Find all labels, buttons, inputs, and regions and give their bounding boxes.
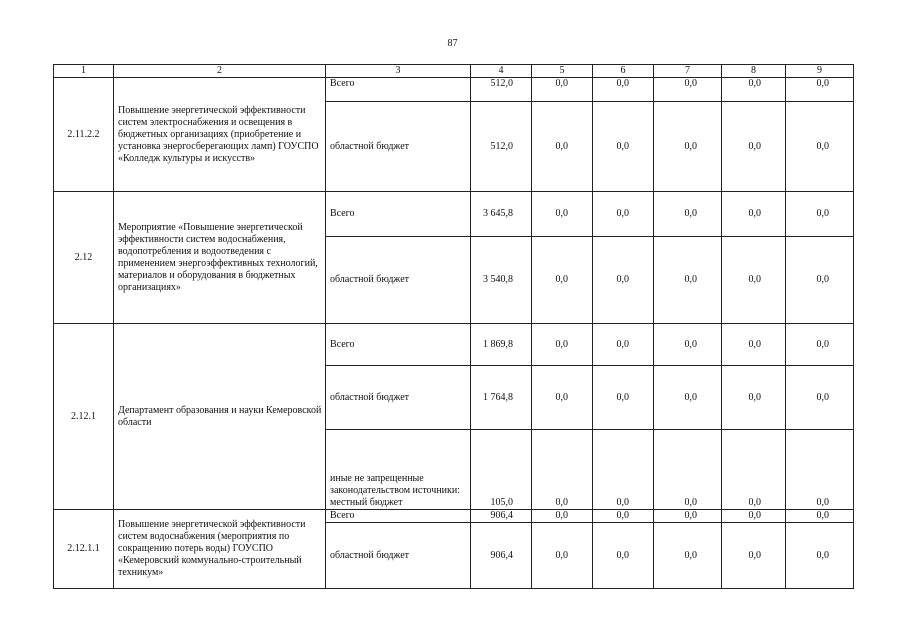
value-cell: 0,0 (532, 237, 593, 324)
source-cell: иные не запрещенные законодательством источники: местный бюджет (326, 430, 471, 510)
value-cell: 0,0 (786, 523, 854, 589)
value-cell: 0,0 (654, 192, 722, 237)
value-cell: 0,0 (532, 366, 593, 430)
source-cell: областной бюджет (326, 102, 471, 192)
value-cell: 0,0 (593, 366, 654, 430)
value-cell: 512,0 (471, 78, 532, 102)
value-cell: 0,0 (722, 510, 786, 523)
value-cell: 0,0 (654, 78, 722, 102)
value-cell: 0,0 (532, 324, 593, 366)
value-cell: 0,0 (532, 192, 593, 237)
page-number: 87 (447, 38, 458, 49)
value-cell: 0,0 (722, 237, 786, 324)
row-code: 2.11.2.2 (54, 78, 114, 192)
value-cell: 0,0 (654, 366, 722, 430)
column-header: 8 (722, 65, 786, 78)
value-cell: 512,0 (471, 102, 532, 192)
value-cell: 0,0 (722, 78, 786, 102)
row-code: 2.12.1 (54, 324, 114, 510)
value-cell: 0,0 (593, 192, 654, 237)
value-cell: 0,0 (593, 237, 654, 324)
budget-table (53, 64, 854, 589)
table-row (54, 192, 854, 237)
source-cell: Всего (326, 192, 471, 237)
column-header: 2 (114, 65, 326, 78)
value-cell: 0,0 (593, 324, 654, 366)
value-cell: 0,0 (722, 102, 786, 192)
value-cell: 0,0 (654, 102, 722, 192)
value-cell: 0,0 (722, 430, 786, 510)
value-cell: 0,0 (532, 510, 593, 523)
column-header: 9 (786, 65, 854, 78)
row-code: 2.12 (54, 192, 114, 324)
source-cell: Всего (326, 78, 471, 102)
value-cell: 105,0 (471, 430, 532, 510)
source-cell: Всего (326, 324, 471, 366)
value-cell: 0,0 (786, 192, 854, 237)
value-cell: 3 540,8 (471, 237, 532, 324)
column-header: 6 (593, 65, 654, 78)
value-cell: 0,0 (786, 102, 854, 192)
value-cell: 0,0 (722, 192, 786, 237)
table-row (54, 78, 854, 102)
row-name: Повышение энергетической эффективности систем водоснабжения (мероприятия по сокращению потерь воды) ГОУСПО «Кемеровский коммунально-строительный техникум» (114, 510, 326, 589)
value-cell: 0,0 (532, 102, 593, 192)
value-cell: 0,0 (532, 430, 593, 510)
value-cell: 0,0 (786, 430, 854, 510)
value-cell: 0,0 (654, 237, 722, 324)
column-header: 1 (54, 65, 114, 78)
value-cell: 0,0 (654, 510, 722, 523)
value-cell: 1 764,8 (471, 366, 532, 430)
value-cell: 0,0 (654, 523, 722, 589)
source-cell: областной бюджет (326, 523, 471, 589)
value-cell: 0,0 (593, 430, 654, 510)
value-cell: 906,4 (471, 510, 532, 523)
value-cell: 0,0 (654, 430, 722, 510)
value-cell: 0,0 (593, 78, 654, 102)
value-cell: 906,4 (471, 523, 532, 589)
row-name: Повышение энергетической эффективности систем электроснабжения и освещения в бюджетных организациях (приобретение и установка энергосберегающих ламп) ГОУСПО «Колледж культуры и искусств» (114, 78, 326, 192)
value-cell: 0,0 (722, 324, 786, 366)
value-cell: 0,0 (786, 366, 854, 430)
value-cell: 3 645,8 (471, 192, 532, 237)
value-cell: 0,0 (786, 237, 854, 324)
column-header: 3 (326, 65, 471, 78)
source-cell: областной бюджет (326, 366, 471, 430)
column-header: 4 (471, 65, 532, 78)
value-cell: 1 869,8 (471, 324, 532, 366)
value-cell: 0,0 (654, 324, 722, 366)
source-cell: Всего (326, 510, 471, 523)
table-row (54, 510, 854, 523)
value-cell: 0,0 (593, 523, 654, 589)
value-cell: 0,0 (786, 324, 854, 366)
value-cell: 0,0 (593, 102, 654, 192)
value-cell: 0,0 (722, 366, 786, 430)
row-code: 2.12.1.1 (54, 510, 114, 589)
value-cell: 0,0 (532, 78, 593, 102)
source-cell: областной бюджет (326, 237, 471, 324)
value-cell: 0,0 (786, 78, 854, 102)
value-cell: 0,0 (593, 510, 654, 523)
column-header: 7 (654, 65, 722, 78)
table-row (54, 324, 854, 366)
header-row (54, 65, 854, 78)
column-header: 5 (532, 65, 593, 78)
value-cell: 0,0 (786, 510, 854, 523)
value-cell: 0,0 (532, 523, 593, 589)
row-name: Мероприятие «Повышение энергетической эффективности систем водоснабжения, водопотребления и водоотведения с применением энергоэффективных технологий, материалов и оборудования в бюджетных организациях» (114, 192, 326, 324)
value-cell: 0,0 (722, 523, 786, 589)
row-name: Департамент образования и науки Кемеровской области (114, 324, 326, 510)
